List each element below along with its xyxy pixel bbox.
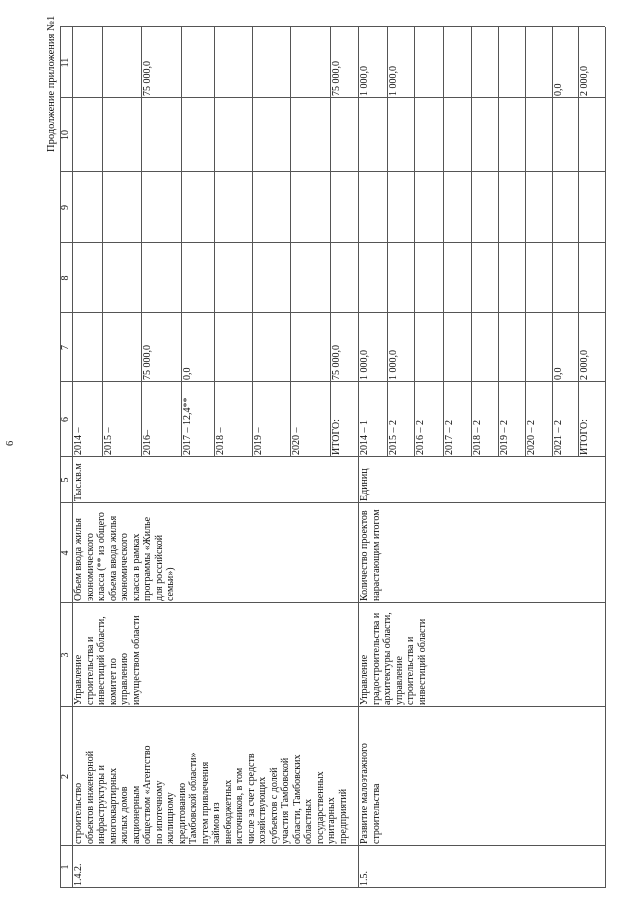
year-cell: 2018 – 2	[472, 420, 483, 455]
value-col11	[415, 29, 443, 96]
column-number-header: 3	[60, 652, 71, 658]
value-col11: 1 000,0	[388, 66, 399, 96]
value-col11	[444, 29, 471, 96]
year-cell: 2017 – 12,4**	[182, 397, 193, 455]
year-cell: 2015 – 2	[388, 420, 399, 455]
column-separator	[60, 706, 605, 707]
value-col7: 0,0	[182, 367, 193, 380]
continuation-label: Продолжение приложения №1	[46, 15, 57, 152]
value-col7	[103, 315, 141, 380]
column-number-header: 4	[60, 550, 71, 556]
value-col7	[215, 315, 252, 380]
value-col7	[73, 315, 102, 380]
column-number-header: 5	[60, 477, 71, 483]
column-separator	[60, 845, 605, 846]
row-number-1-5: 1.5.	[359, 871, 370, 886]
indicator-1-4-2: Объем ввода жилья экономического класса (** из общего объема ввода жилья экономического класса в рамках программы «Жилье для российской семьи»)	[73, 512, 176, 601]
year-cell: 2021 – 2	[553, 420, 564, 455]
column-number-header: 1	[60, 864, 71, 870]
column-number-header: 6	[60, 417, 71, 422]
executor-1-4-2: Управление строительства и инвестиций области, комитет по управлению имуществом области	[73, 615, 142, 705]
value-col7: 1 000,0	[388, 350, 399, 380]
value-col11	[472, 29, 498, 96]
executor-1-5: Управление градостроительства и архитектуры области, управление строительства и инвестиций области	[359, 612, 428, 705]
value-col11	[103, 29, 141, 96]
year-cell: 2017 – 2	[444, 420, 455, 455]
value-col7	[253, 315, 290, 380]
value-col7: 0,0	[553, 367, 564, 380]
year-cell: 2016–	[142, 430, 153, 455]
value-col11	[215, 29, 252, 96]
value-col7	[291, 315, 330, 380]
year-cell: 2018 –	[215, 427, 226, 455]
row-number-1-4-2: 1.4.2.	[73, 863, 84, 886]
value-col7	[472, 315, 498, 380]
value-col7	[444, 315, 471, 380]
page-number: 6	[5, 440, 16, 446]
year-cell: 2020 –	[291, 427, 302, 455]
value-col7	[526, 315, 552, 380]
table-border-right	[605, 27, 606, 888]
value-col7: 75 000,0	[331, 345, 342, 380]
column-number-header: 2	[60, 774, 71, 779]
year-cell: 2019 – 2	[499, 420, 510, 455]
year-cell: 2014 –	[73, 427, 84, 455]
value-col11	[291, 29, 330, 96]
value-col7: 2 000,0	[579, 350, 590, 380]
unit-1-4-2: Тыс.кв.м	[73, 463, 84, 501]
column-separator	[60, 602, 605, 603]
year-cell: 2020 – 2	[526, 420, 537, 455]
column-number-header: 7	[60, 345, 71, 350]
value-col7: 1 000,0	[359, 350, 370, 380]
value-col11	[182, 29, 214, 96]
value-col7	[415, 315, 443, 380]
unit-1-5: Единиц	[359, 468, 370, 501]
value-col11: 0,0	[553, 83, 564, 96]
column-separator	[60, 502, 605, 503]
value-col11	[526, 29, 552, 96]
year-cell: ИТОГО:	[579, 419, 590, 455]
value-col11	[73, 29, 102, 96]
column-number-header: 10	[60, 130, 71, 140]
table-border-bottom	[60, 887, 605, 888]
year-cell: ИТОГО:	[331, 419, 342, 455]
year-cell: 2014 – 1	[359, 420, 370, 455]
value-col11: 75 000,0	[331, 61, 342, 96]
year-cell: 2015 –	[103, 427, 114, 455]
value-col11: 2 000,0	[579, 66, 590, 96]
value-col11: 75 000,0	[142, 61, 153, 96]
value-col7	[499, 315, 525, 380]
value-col11: 1 000,0	[359, 66, 370, 96]
column-number-header: 8	[60, 275, 71, 281]
indicator-1-5: Количество проектов нарастающим итогом	[359, 509, 382, 601]
column-number-header: 9	[60, 205, 71, 210]
year-cell: 2019 –	[253, 427, 264, 455]
row-name-1-4-2: строительство объектов инженерной инфраструктуры и многоквартирных жилых домов акционерным обществом «Агентство по ипотечному жилищному кредитованию Тамбовской области» путем привлечения займов из внебюджетных источников, в том числе за счет средств хозяйствующих субъектов с долей участия Тамбовской области, Тамбовских областных государственных унитарных предприятий	[73, 745, 349, 844]
value-col11	[499, 29, 525, 96]
value-col7: 75 000,0	[142, 345, 153, 380]
column-number-header: 11	[60, 57, 71, 68]
row-name-1-5: Развитие малоэтажного строительства	[359, 743, 382, 844]
value-col11	[253, 29, 290, 96]
year-cell: 2016 – 2	[415, 420, 426, 455]
